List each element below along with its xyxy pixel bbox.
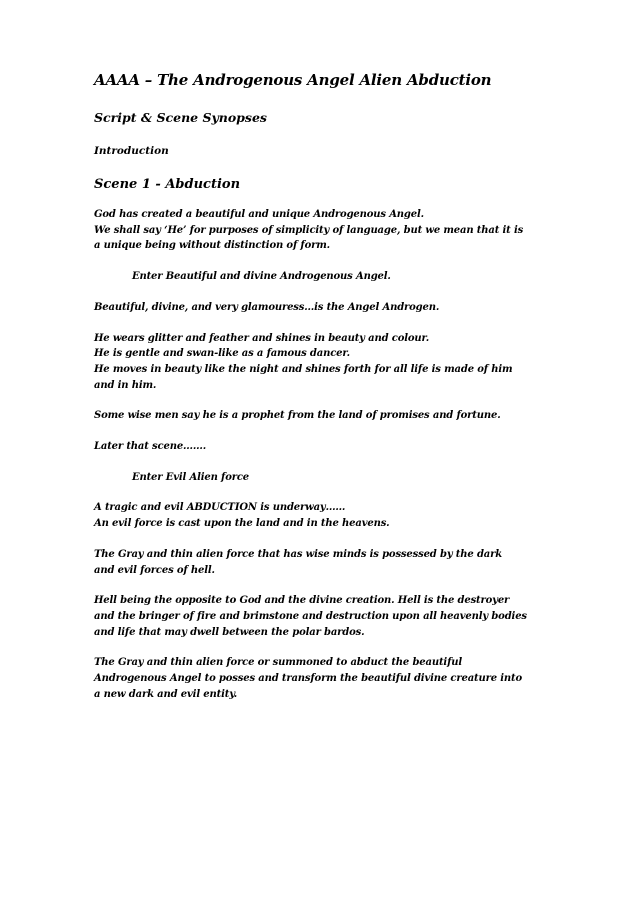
text-line: Some wise men say he is a prophet from the land of promises and fortune. <box>94 410 501 422</box>
text-line: God has created a beautiful and unique Androgenous Angel. <box>94 209 424 220</box>
text-line: A tragic and evil ABDUCTION is underway…… <box>94 502 346 514</box>
text-line: Later that scene……. <box>94 441 207 453</box>
text-line: Enter Beautiful and divine Androgenous Angel. <box>132 271 391 283</box>
text-line: He wears glitter and feather and shines in beauty and colour. <box>94 332 430 344</box>
text-line: and the bringer of fire and brimstone and destruction upon all heavenly bodies <box>94 610 527 622</box>
paragraph-gray-alien-force <box>94 547 554 578</box>
text-line: Hell being the opposite to God and the divine creation. Hell is the destroyer <box>94 595 510 607</box>
paragraph-abduction-underway <box>94 500 554 531</box>
text-line: The Gray and thin alien force or summoned to abduct the beautiful <box>94 657 462 669</box>
text-line: Enter Evil Alien force <box>132 471 249 483</box>
document-title: AAAA – The Androgenous Angel Alien Abduction <box>94 71 492 89</box>
text-line: and in him. <box>94 379 157 391</box>
text-line: a unique being without distinction of form. <box>94 240 330 252</box>
stage-direction-enter-angel <box>94 269 554 285</box>
paragraph-god-created <box>94 207 554 254</box>
text-line: An evil force is cast upon the land and in the heavens. <box>94 518 390 530</box>
text-line: and life that may dwell between the polar bardos. <box>94 626 365 638</box>
paragraph-hell <box>94 593 554 640</box>
text-line: The Gray and thin alien force that has wise minds is possessed by the dark <box>94 548 503 560</box>
text-line: He is gentle and swan-like as a famous dancer. <box>94 348 350 360</box>
text-line: We shall say ‘He’ for purposes of simplicity of language, but we mean that it is <box>94 224 524 236</box>
text-line: Androgenous Angel to posses and transform the beautiful divine creature into <box>94 673 523 685</box>
paragraph-summoned-to-abduct <box>94 655 554 702</box>
document-subtitle: Script & Scene Synopses <box>94 110 267 125</box>
document-body <box>94 70 554 717</box>
text-line: and evil forces of hell. <box>94 564 215 576</box>
paragraph-angel-description <box>94 331 554 394</box>
introduction-heading: Introduction <box>94 145 169 157</box>
scene-heading: Scene 1 - Abduction <box>94 177 241 192</box>
text-line: He moves in beauty like the night and shines forth for all life is made of him <box>94 363 513 375</box>
text-line: Beautiful, divine, and very glamouress…is the Angel Androgen. <box>94 301 440 313</box>
paragraph-angel-androgen <box>94 300 554 316</box>
paragraph-wise-men <box>94 408 554 424</box>
paragraph-later-that-scene <box>94 439 554 455</box>
text-line: a new dark and evil entity. <box>94 688 238 700</box>
stage-direction-enter-alien <box>94 470 554 486</box>
